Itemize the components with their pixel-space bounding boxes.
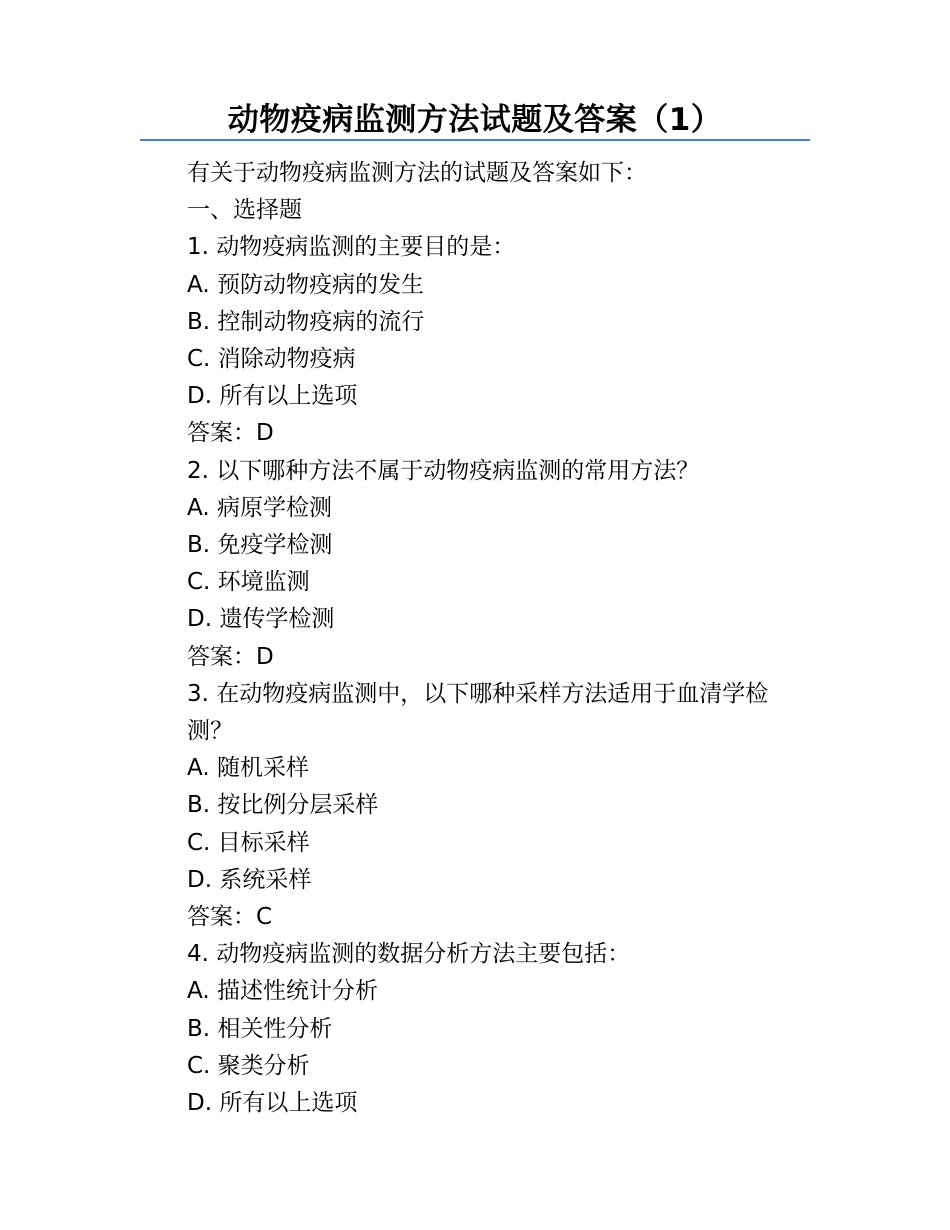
option-c: C. 目标采样 xyxy=(187,829,310,856)
option-d: D. 所有以上选项 xyxy=(187,1090,358,1117)
document-title: 动物疫病监测方法试题及答案（1） xyxy=(227,102,723,138)
answer-text: 答案：C xyxy=(187,904,273,931)
option-c: C. 消除动物疫病 xyxy=(187,346,356,373)
option-c: C. 环境监测 xyxy=(187,569,310,596)
question-text: 3. 在动物疫病监测中，以下哪种采样方法适用于血清学检测？ xyxy=(187,680,769,745)
question-text: 1. 动物疫病监测的主要目的是： xyxy=(187,234,516,261)
option-b: B. 相关性分析 xyxy=(187,1015,333,1042)
answer-text: 答案：D xyxy=(187,420,274,447)
option-d: D. 遗传学检测 xyxy=(187,606,335,633)
option-b: B. 免疫学检测 xyxy=(187,532,333,559)
option-a: A. 预防动物疫病的发生 xyxy=(187,271,424,298)
document-body xyxy=(140,155,812,1122)
option-b: B. 控制动物疫病的流行 xyxy=(187,308,425,335)
intro-text: 有关于动物疫病监测方法的试题及答案如下： xyxy=(187,160,647,186)
question-text: 4. 动物疫病监测的数据分析方法主要包括： xyxy=(187,941,631,968)
option-a: A. 病原学检测 xyxy=(187,494,332,521)
option-c: C. 聚类分析 xyxy=(187,1052,310,1079)
question-text: 2. 以下哪种方法不属于动物疫病监测的常用方法？ xyxy=(187,457,700,484)
option-b: B. 按比例分层采样 xyxy=(187,792,379,819)
answer-text: 答案：D xyxy=(187,643,274,670)
title-underline xyxy=(140,139,810,141)
option-a: A. 随机采样 xyxy=(187,755,309,782)
option-d: D. 所有以上选项 xyxy=(187,383,358,410)
option-a: A. 描述性统计分析 xyxy=(187,978,378,1005)
option-d: D. 系统采样 xyxy=(187,866,312,893)
section-heading: 一、选择题 xyxy=(187,197,302,224)
